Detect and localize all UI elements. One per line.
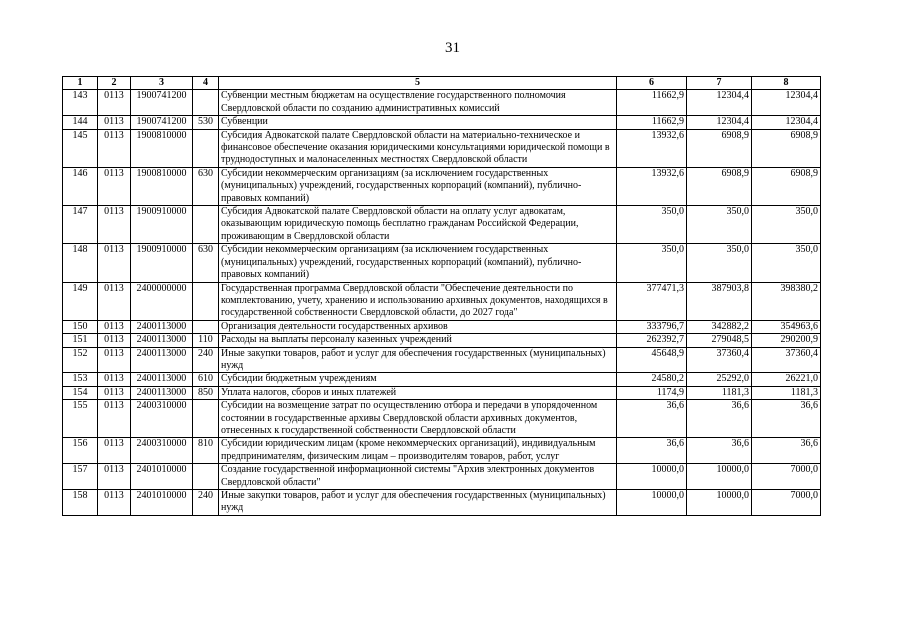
expense-type-code — [193, 464, 219, 490]
row-name: Субсидии некоммерческим организациям (за исключением государственных (муниципальных) учреждений, государственных корпораций (компаний), публично-правовых компаний) — [219, 244, 617, 282]
section-code: 0113 — [98, 129, 131, 167]
column-header: 5 — [219, 77, 617, 90]
row-number: 143 — [63, 90, 98, 116]
column-header: 8 — [752, 77, 821, 90]
row-name: Субсидия Адвокатской палате Свердловской области на материально-техническое и финансовое обеспечение оказания юридическими консультациями юридической помощи в труднодоступных и малонаселенных местностях Свердловской области — [219, 129, 617, 167]
target-article-code: 1900810000 — [131, 129, 193, 167]
row-name: Субсидия Адвокатской палате Свердловской области на оплату услуг адвокатам, оказывающим юридическую помощь бесплатно гражданам Российской Федерации, проживающим в Свердловской области — [219, 206, 617, 244]
amount-year-1: 13932,6 — [617, 167, 687, 205]
budget-table — [62, 76, 821, 516]
amount-year-1: 24580,2 — [617, 373, 687, 386]
amount-year-3: 350,0 — [752, 206, 821, 244]
table-header-row — [63, 77, 821, 90]
amount-year-3: 7000,0 — [752, 490, 821, 516]
expense-type-code — [193, 206, 219, 244]
section-code: 0113 — [98, 334, 131, 347]
column-header: 6 — [617, 77, 687, 90]
amount-year-2: 1181,3 — [687, 386, 752, 399]
row-name: Иные закупки товаров, работ и услуг для обеспечения государственных (муниципальных) нужд — [219, 347, 617, 373]
amount-year-2: 12304,4 — [687, 116, 752, 129]
expense-type-code: 530 — [193, 116, 219, 129]
amount-year-1: 333796,7 — [617, 320, 687, 333]
amount-year-1: 10000,0 — [617, 464, 687, 490]
amount-year-2: 10000,0 — [687, 464, 752, 490]
amount-year-3: 12304,4 — [752, 90, 821, 116]
table-row — [63, 244, 821, 282]
target-article-code: 1900741200 — [131, 116, 193, 129]
table-row — [63, 116, 821, 129]
amount-year-1: 36,6 — [617, 400, 687, 438]
row-number: 151 — [63, 334, 98, 347]
amount-year-1: 1174,9 — [617, 386, 687, 399]
target-article-code: 1900910000 — [131, 244, 193, 282]
amount-year-1: 262392,7 — [617, 334, 687, 347]
amount-year-2: 36,6 — [687, 400, 752, 438]
target-article-code: 2400310000 — [131, 400, 193, 438]
expense-type-code: 630 — [193, 167, 219, 205]
amount-year-3: 36,6 — [752, 400, 821, 438]
page-number: 31 — [445, 40, 460, 56]
section-code: 0113 — [98, 347, 131, 373]
amount-year-2: 6908,9 — [687, 167, 752, 205]
amount-year-1: 11662,9 — [617, 90, 687, 116]
amount-year-2: 342882,2 — [687, 320, 752, 333]
expense-type-code: 630 — [193, 244, 219, 282]
section-code: 0113 — [98, 464, 131, 490]
amount-year-3: 36,6 — [752, 438, 821, 464]
amount-year-3: 354963,6 — [752, 320, 821, 333]
section-code: 0113 — [98, 167, 131, 205]
section-code: 0113 — [98, 386, 131, 399]
row-number: 154 — [63, 386, 98, 399]
expense-type-code — [193, 400, 219, 438]
row-name: Государственная программа Свердловской области "Обеспечение деятельности по комплектованию, учету, хранению и использованию архивных документов, находящихся в государственной собственности Свердловской области, до 2027 года" — [219, 282, 617, 320]
amount-year-3: 37360,4 — [752, 347, 821, 373]
section-code: 0113 — [98, 320, 131, 333]
amount-year-1: 350,0 — [617, 244, 687, 282]
table-row — [63, 464, 821, 490]
expense-type-code — [193, 320, 219, 333]
table-row — [63, 320, 821, 333]
table-row — [63, 167, 821, 205]
table-row — [63, 129, 821, 167]
row-name: Иные закупки товаров, работ и услуг для обеспечения государственных (муниципальных) нужд — [219, 490, 617, 516]
section-code: 0113 — [98, 400, 131, 438]
row-name: Субсидии на возмещение затрат по осуществлению отбора и передачи в упорядоченном состоянии в государственные архивы Свердловской области архивных документов, отнесенных к государственной собственности Свердловской области — [219, 400, 617, 438]
row-name: Субвенции местным бюджетам на осуществление государственного полномочия Свердловской области по созданию административных комиссий — [219, 90, 617, 116]
table-row — [63, 90, 821, 116]
column-header: 2 — [98, 77, 131, 90]
row-number: 147 — [63, 206, 98, 244]
amount-year-2: 10000,0 — [687, 490, 752, 516]
expense-type-code: 810 — [193, 438, 219, 464]
table-row — [63, 400, 821, 438]
row-number: 150 — [63, 320, 98, 333]
amount-year-3: 290200,9 — [752, 334, 821, 347]
target-article-code: 2400113000 — [131, 320, 193, 333]
table-row — [63, 490, 821, 516]
expense-type-code: 610 — [193, 373, 219, 386]
table-row — [63, 373, 821, 386]
amount-year-2: 350,0 — [687, 244, 752, 282]
target-article-code: 1900810000 — [131, 167, 193, 205]
target-article-code: 1900741200 — [131, 90, 193, 116]
expense-type-code — [193, 90, 219, 116]
row-number: 156 — [63, 438, 98, 464]
amount-year-3: 6908,9 — [752, 129, 821, 167]
expense-type-code: 240 — [193, 490, 219, 516]
amount-year-2: 6908,9 — [687, 129, 752, 167]
row-number: 158 — [63, 490, 98, 516]
amount-year-1: 11662,9 — [617, 116, 687, 129]
table-row — [63, 206, 821, 244]
table-row — [63, 438, 821, 464]
amount-year-3: 7000,0 — [752, 464, 821, 490]
expense-type-code: 110 — [193, 334, 219, 347]
section-code: 0113 — [98, 438, 131, 464]
row-name: Субсидии некоммерческим организациям (за исключением государственных (муниципальных) учреждений, государственных корпораций (компаний), публично-правовых компаний) — [219, 167, 617, 205]
row-number: 149 — [63, 282, 98, 320]
row-number: 148 — [63, 244, 98, 282]
expense-type-code: 240 — [193, 347, 219, 373]
amount-year-3: 350,0 — [752, 244, 821, 282]
row-number: 155 — [63, 400, 98, 438]
row-number: 145 — [63, 129, 98, 167]
column-header: 1 — [63, 77, 98, 90]
row-name: Субсидии бюджетным учреждениям — [219, 373, 617, 386]
target-article-code: 2400113000 — [131, 373, 193, 386]
amount-year-2: 37360,4 — [687, 347, 752, 373]
row-name: Субвенции — [219, 116, 617, 129]
target-article-code: 2400000000 — [131, 282, 193, 320]
row-name: Расходы на выплаты персоналу казенных учреждений — [219, 334, 617, 347]
target-article-code: 2400113000 — [131, 386, 193, 399]
table-row — [63, 386, 821, 399]
section-code: 0113 — [98, 490, 131, 516]
amount-year-3: 398380,2 — [752, 282, 821, 320]
amount-year-2: 279048,5 — [687, 334, 752, 347]
expense-type-code: 850 — [193, 386, 219, 399]
target-article-code: 2400310000 — [131, 438, 193, 464]
table-row — [63, 334, 821, 347]
expense-type-code — [193, 129, 219, 167]
target-article-code: 2400113000 — [131, 334, 193, 347]
amount-year-3: 6908,9 — [752, 167, 821, 205]
target-article-code: 1900910000 — [131, 206, 193, 244]
target-article-code: 2401010000 — [131, 490, 193, 516]
column-header: 3 — [131, 77, 193, 90]
target-article-code: 2401010000 — [131, 464, 193, 490]
column-header: 7 — [687, 77, 752, 90]
row-number: 153 — [63, 373, 98, 386]
amount-year-2: 12304,4 — [687, 90, 752, 116]
expense-type-code — [193, 282, 219, 320]
amount-year-2: 36,6 — [687, 438, 752, 464]
column-header: 4 — [193, 77, 219, 90]
amount-year-3: 26221,0 — [752, 373, 821, 386]
amount-year-1: 36,6 — [617, 438, 687, 464]
row-number: 152 — [63, 347, 98, 373]
table-row — [63, 347, 821, 373]
amount-year-1: 350,0 — [617, 206, 687, 244]
row-name: Субсидии юридическим лицам (кроме некоммерческих организаций), индивидуальным предпринимателям, физическим лицам – производителям товаров, работ, услуг — [219, 438, 617, 464]
amount-year-1: 45648,9 — [617, 347, 687, 373]
section-code: 0113 — [98, 282, 131, 320]
row-name: Организация деятельности государственных архивов — [219, 320, 617, 333]
amount-year-1: 377471,3 — [617, 282, 687, 320]
amount-year-3: 12304,4 — [752, 116, 821, 129]
section-code: 0113 — [98, 90, 131, 116]
amount-year-3: 1181,3 — [752, 386, 821, 399]
row-number: 144 — [63, 116, 98, 129]
amount-year-2: 25292,0 — [687, 373, 752, 386]
section-code: 0113 — [98, 116, 131, 129]
amount-year-2: 350,0 — [687, 206, 752, 244]
table-row — [63, 282, 821, 320]
section-code: 0113 — [98, 206, 131, 244]
target-article-code: 2400113000 — [131, 347, 193, 373]
amount-year-2: 387903,8 — [687, 282, 752, 320]
row-number: 157 — [63, 464, 98, 490]
section-code: 0113 — [98, 373, 131, 386]
row-number: 146 — [63, 167, 98, 205]
row-name: Создание государственной информационной системы "Архив электронных документов Свердловской области" — [219, 464, 617, 490]
amount-year-1: 13932,6 — [617, 129, 687, 167]
section-code: 0113 — [98, 244, 131, 282]
amount-year-1: 10000,0 — [617, 490, 687, 516]
row-name: Уплата налогов, сборов и иных платежей — [219, 386, 617, 399]
